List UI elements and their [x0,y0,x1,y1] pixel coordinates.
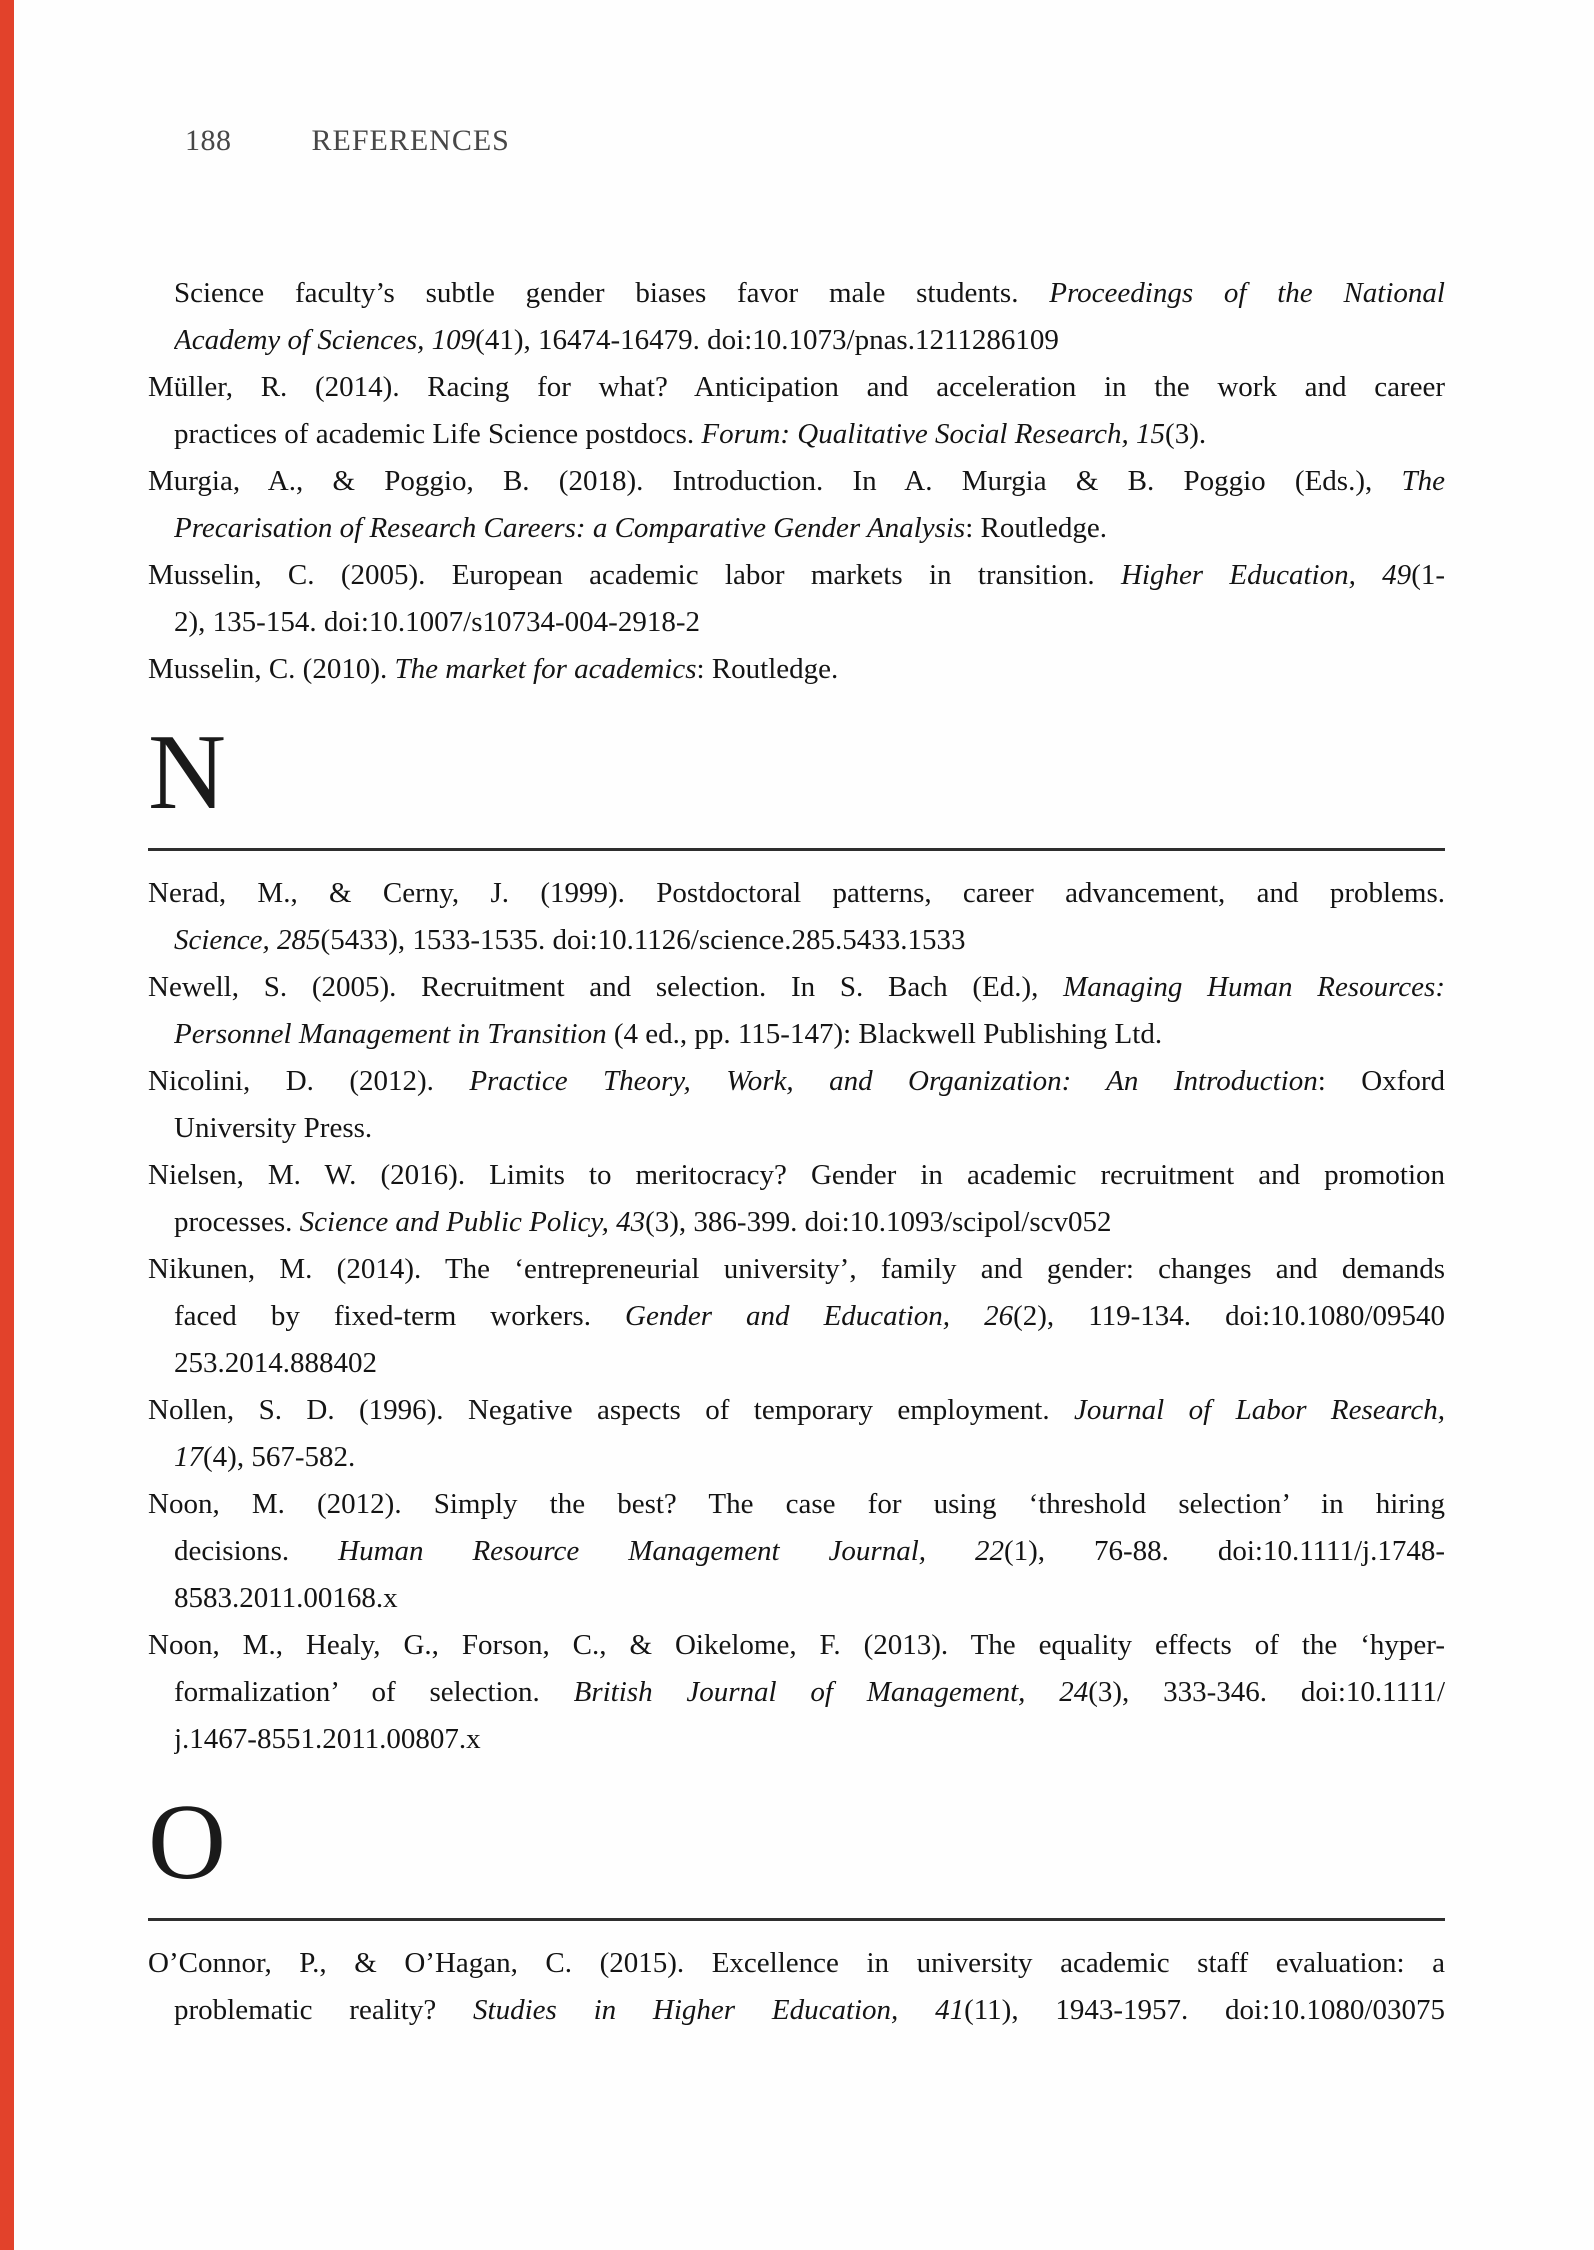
text-run: University Press. [174,1112,373,1144]
reference-entry [148,270,1445,364]
reference-entry [148,1152,1445,1246]
reference-line [148,364,1445,411]
section-divider [148,848,1445,851]
text-run: Studies in Higher Education, 41 [473,1994,965,2026]
reference-line [148,1622,1445,1669]
text-run: Nerad, M., & Cerny, J. (1999). Postdoctoral patterns, career advancement, and problems. [148,877,1445,909]
reference-line [148,552,1445,599]
text-run: Science, 285 [174,924,321,956]
page-number: 188 [185,124,232,157]
text-run: Gender and Education, 26 [625,1300,1014,1332]
reference-section [148,1778,1445,2034]
reference-entry [148,1058,1445,1152]
reference-line [174,1199,1445,1246]
reference-line [148,1058,1445,1105]
text-run: Musselin, C. (2010). [148,653,395,685]
reference-entry [148,364,1445,458]
reference-line [174,411,1445,458]
text-run: Nicolini, D. (2012). [148,1065,470,1097]
reference-entry [148,458,1445,552]
reference-entry [148,964,1445,1058]
reference-line [174,599,1445,646]
reference-line [148,1940,1445,1987]
reference-line [174,505,1445,552]
text-run: Murgia, A., & Poggio, B. (2018). Introduction. In A. Murgia & B. Poggio (Eds.), [148,465,1402,497]
page-edge-strip [0,0,14,2250]
text-run: Nollen, S. D. (1996). Negative aspects of temporary employment. [148,1394,1074,1426]
text-run: 2), 135-154. doi:10.1007/s10734-004-2918-2 [174,606,700,638]
text-run: processes. [174,1206,300,1238]
section-divider [148,1918,1445,1921]
reference-line [174,917,1445,964]
text-run: Practice Theory, Work, and Organization: An Introduction [469,1065,1318,1097]
reference-line [174,1716,1445,1763]
text-run: 253.2014.888402 [174,1347,377,1379]
reference-entry [148,870,1445,964]
reference-line [148,1387,1445,1434]
reference-line [174,1575,1445,1622]
reference-entry [148,1246,1445,1387]
text-run: O’Connor, P., & O’Hagan, C. (2015). Excellence in university academic staff evaluation: a [148,1947,1445,1979]
reference-entry [148,1481,1445,1622]
text-run: : Routledge. [696,653,839,685]
reference-line [174,317,1445,364]
text-run: formalization’ of selection. [174,1676,574,1708]
text-run: decisions. [174,1535,339,1567]
text-run: Academy of Sciences, 109 [174,324,476,356]
reference-line [174,1528,1445,1575]
reference-line [174,1987,1445,2034]
text-run: (41), 16474-16479. doi:10.1073/pnas.1211286109 [475,324,1059,356]
text-run: 8583.2011.00168.x [174,1582,398,1614]
text-run: British Journal of Management, 24 [573,1676,1089,1708]
text-run: Managing Human Resources: [1063,971,1445,1003]
reference-section [148,270,1445,693]
text-run: Science faculty’s subtle gender biases favor male students. [174,277,1050,309]
text-run: Newell, S. (2005). Recruitment and selection. In S. Bach (Ed.), [148,971,1064,1003]
text-run: (3), 333-346. doi:10.1111/ [1088,1676,1445,1708]
reference-line [174,1293,1445,1340]
text-run: faced by fixed-term workers. [174,1300,626,1332]
reference-entry [148,1387,1445,1481]
reference-line [148,870,1445,917]
text-run: Precarisation of Research Careers: a Comparative Gender Analysis [174,512,966,544]
text-run: The market for academics [394,653,697,685]
reference-line [148,458,1445,505]
reference-line [148,1246,1445,1293]
text-run: : Oxford [1317,1065,1445,1097]
section-letter-heading: N [148,713,226,832]
reference-section [148,708,1445,1763]
text-run: (1), 76-88. doi:10.1111/j.1748- [1003,1535,1445,1567]
running-header-title: REFERENCES [311,124,510,157]
reference-entry [148,552,1445,646]
text-run: (5433), 1533-1535. doi:10.1126/science.285.5433.1533 [320,924,966,956]
text-run: Müller, R. (2014). Racing for what? Anticipation and acceleration in the work and career [148,371,1445,403]
reference-line [174,1340,1445,1387]
text-run: Noon, M., Healy, G., Forson, C., & Oikelome, F. (2013). The equality effects of the ‘hyper- [148,1629,1445,1661]
reference-line [174,1011,1445,1058]
text-run: 17 [174,1441,203,1473]
text-run: (4), 567-582. [203,1441,356,1473]
text-run: problematic reality? [174,1994,474,2026]
text-run: (4 ed., pp. 115-147): Blackwell Publishing Ltd. [606,1018,1163,1050]
reference-line [148,1481,1445,1528]
section-letter-heading: O [148,1783,226,1902]
text-run: Noon, M. (2012). Simply the best? The case for using ‘threshold selection’ in hiring [148,1488,1445,1520]
text-run: Nikunen, M. (2014). The ‘entrepreneurial university’, family and gender: changes and demands [148,1253,1445,1285]
reference-line [148,646,1445,693]
text-run: Proceedings of the National [1049,277,1445,309]
references-list [148,0,1445,2034]
text-run: Science and Public Policy, 43 [299,1206,646,1238]
text-run: (1- [1411,559,1445,591]
text-run: Personnel Management in Transition [174,1018,607,1050]
text-run: The [1401,465,1445,497]
reference-entry [148,1622,1445,1763]
text-run: (3), 386-399. doi:10.1093/scipol/scv052 [645,1206,1112,1238]
text-run: Musselin, C. (2005). European academic labor markets in transition. [148,559,1121,591]
text-run: Nielsen, M. W. (2016). Limits to meritocracy? Gender in academic recruitment and promotion [148,1159,1445,1191]
text-run: Higher Education, 49 [1120,559,1412,591]
text-run: practices of academic Life Science postdocs. [174,418,702,450]
text-run: (11), 1943-1957. doi:10.1080/03075 [964,1994,1445,2026]
text-run: (3). [1165,418,1207,450]
reference-line [174,1434,1445,1481]
text-run: Journal of Labor Research, [1074,1394,1445,1426]
text-run: Forum: Qualitative Social Research, 15 [701,418,1166,450]
text-run: j.1467-8551.2011.00807.x [174,1723,481,1755]
reference-line [148,964,1445,1011]
reference-line [174,1669,1445,1716]
text-run: (2), 119-134. doi:10.1080/09540 [1013,1300,1445,1332]
reference-entry [148,646,1445,693]
reference-line [174,1105,1445,1152]
text-run: Human Resource Management Journal, 22 [338,1535,1004,1567]
reference-line [148,1152,1445,1199]
reference-line [174,270,1445,317]
reference-entry [148,1940,1445,2034]
text-run: : Routledge. [965,512,1107,544]
